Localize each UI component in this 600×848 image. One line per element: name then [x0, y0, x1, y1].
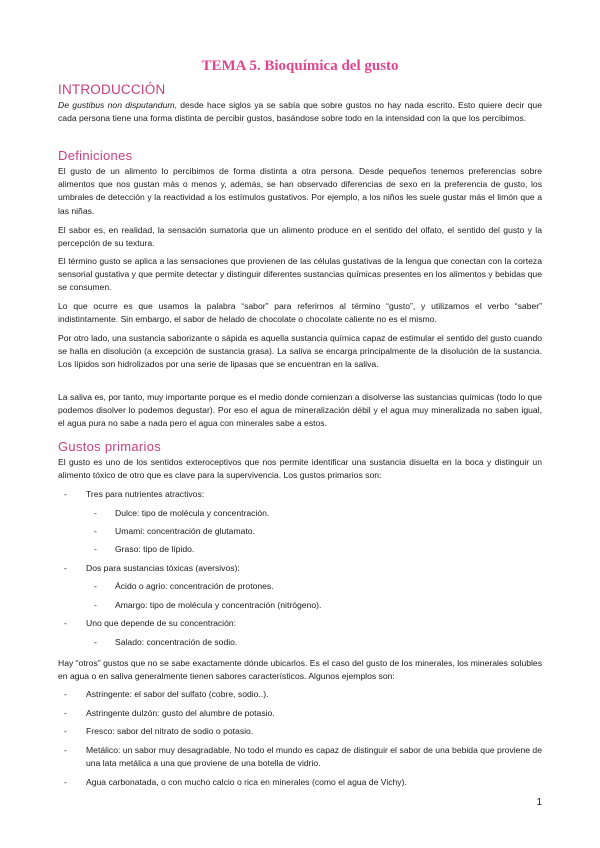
list-dash: -	[94, 637, 97, 647]
sublist-item: Amargo: tipo de molécula y concentración (nitrógeno).	[115, 600, 322, 610]
sublist-item: Dulce: tipo de molécula y concentración.	[115, 508, 270, 518]
list-item: Dos para sustancias tóxicas (aversivos):	[86, 563, 240, 573]
sublist-item: Ácido o agrio: concentración de protones.	[115, 581, 274, 591]
definiciones-paragraph-6: La saliva es, por tanto, muy importante porque es el medio donde comienzan a disolverse las sustancias químicas (todo lo que podemos disolver lo podemos degustar). Por eso el agua de mineralización débil y el agua muy mineralizada no saben igual, el agua pura no sabe a nada pero el agua con minerales sabe a estos.	[58, 392, 542, 429]
page-number: 1	[536, 797, 542, 808]
document-title: TEMA 5. Bioquímica del gusto	[201, 58, 399, 74]
heading-gustos-primarios: Gustos primarios	[58, 439, 162, 454]
list-dash: -	[64, 745, 67, 755]
list-item: Tres para nutrientes atractivos:	[86, 489, 205, 499]
definiciones-paragraph-1: El gusto de un alimento lo percibimos de forma distinta a otra persona. Desde pequeños tenemos preferencias sobre alimentos que nos gustan más o menos y, además, se han observado diferencias de sexo en la preferencia de gusto, los umbrales de detección y la reactividad a los estímulos gustativos. Por ejemplo, a los niños les suele gustar más el limón que a las niñas.	[58, 166, 542, 216]
latin-phrase: De gustibus non disputandum	[58, 100, 175, 110]
list-dash: -	[94, 544, 97, 554]
sublist-item: Umami: concentración de glutamato.	[115, 526, 255, 536]
list-item: Metálico: un sabor muy desagradable. No todo el mundo es capaz de distinguir el sabor de una bebida que proviene de una lata metálica a una que proviene de una botella de vidrio.	[86, 745, 542, 769]
intro-paragraph	[58, 99, 542, 125]
otros-gustos-paragraph: Hay “otros” gustos que no se sabe exactamente dónde ubicarlos. Es el caso del gusto de los minerales, los minerales solubles en agua o en saliva generalmente tienen sabores característicos. Algunos ejemplos son:	[58, 658, 542, 682]
list-dash: -	[64, 777, 67, 787]
list-dash: -	[94, 600, 97, 610]
heading-definiciones: Definiciones	[58, 148, 133, 163]
heading-introduccion: INTRODUCCIÓN	[58, 82, 166, 97]
sublist-item: Salado: concentración de sodio.	[115, 637, 238, 647]
list-dash: -	[94, 508, 97, 518]
list-item: Astringente dulzón: gusto del alumbre de potasio.	[86, 708, 275, 718]
list-dash: -	[64, 726, 67, 736]
definiciones-paragraph-5: Por otro lado, una sustancia saborizante o sápida es aquella sustancia química capaz de estimular el sentido del gusto cuando se halla en disolución (a excepción de sustancia grasa). La saliva se encarga principalmente de la disolución de la sustancia. Los lípidos son hidrolizados por una serie de lipasas que se encuentran en la saliva.	[58, 333, 542, 370]
list-item: Agua carbonatada, o con mucho calcio o rica en minerales (como el agua de Vichy).	[86, 777, 407, 787]
list-item: Astringente: el sabor del sulfato (cobre, sodio..).	[86, 689, 269, 699]
list-dash: -	[64, 563, 67, 573]
list-dash: -	[64, 708, 67, 718]
list-item: Fresco: sabor del nitrato de sodio o potasio.	[86, 726, 254, 736]
list-item: Uno que depende de su concentración:	[86, 618, 237, 628]
definiciones-paragraph-4: Lo que ocurre es que usamos la palabra “sabor” para referirnos al término “gusto”, y utilizamos el verbo “saber” indistintamente. Sin embargo, el sabor de helado de chocolate o chocolate caliente no es el mismo.	[58, 301, 542, 325]
primarios-intro: El gusto es uno de los sentidos exteroceptivos que nos permite identificar una sustancia disuelta en la boca y distinguir un alimento tóxico de otro que es clave para la supervivencia. Los gustos primarios son:	[58, 457, 542, 481]
list-dash: -	[64, 618, 67, 628]
list-dash: -	[64, 489, 67, 499]
sublist-item: Graso: tipo de lípido.	[115, 544, 195, 554]
list-dash: -	[94, 581, 97, 591]
definiciones-paragraph-2: El sabor es, en realidad, la sensación sumatoria que un alimento produce en el sentido del olfato, el sentido del gusto y la percepción de su textura.	[58, 225, 542, 249]
list-dash: -	[94, 526, 97, 536]
list-dash: -	[64, 689, 67, 699]
definiciones-paragraph-3: El término gusto se aplica a las sensaciones que provienen de las células gustativas de la lengua que conectan con la corteza sensorial gustativa y que permite detectar y distinguir diferentes sustancias químicas presentes en los alimentos y bebidas que se consumen.	[58, 256, 542, 293]
intro-text: , desde hace siglos ya se sabía que sobre gustos no hay nada escrito. Esto quiere decir que cada persona tiene una forma distinta de percibir gustos, basándose sobre todo en la intensidad con la que los percibimos.	[58, 100, 542, 124]
